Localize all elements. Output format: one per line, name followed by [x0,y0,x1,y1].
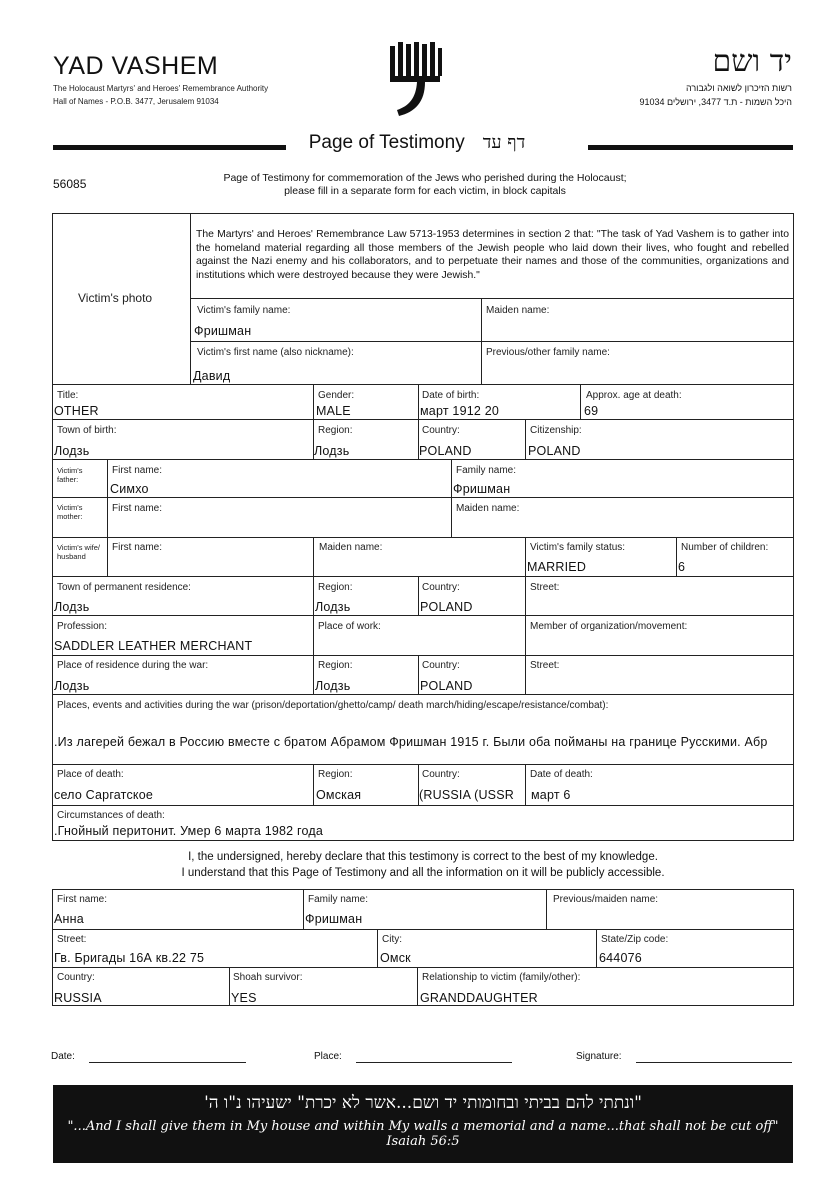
submitter-street-label: Street: [57,934,87,945]
form-title [0,132,834,154]
permanent-residence-field[interactable]: Лодзь [54,600,90,614]
yad-vashem-logo-icon [385,42,445,122]
submitter-first-name-label: First name: [57,894,108,905]
title-field[interactable]: OTHER [54,404,99,418]
submitter-city-field[interactable]: Омск [380,951,411,965]
intro-line-2: please fill in a separate form for each victim, in block capitals [284,185,566,197]
profession-label: Profession: [57,621,108,632]
war-events-label: Places, events and activities during the war (prison/deportation/ghetto/camp/ death march/hiding/escape/resistance/combat): [57,700,609,711]
declaration-line-2: I understand that this Page of Testimony and all the information on it will be publicly accessible. [181,867,665,879]
spouse-first-name-label: First name: [112,542,163,553]
submitter-previous-name-label: Previous/maiden name: [553,894,659,905]
relationship-field[interactable]: GRANDDAUGHTER [420,991,538,1005]
org-address: Hall of Names - P.O.B. 3477, Jerusalem 91034 [53,97,219,106]
org-name-hebrew: יד ושם [712,44,792,79]
date-line[interactable] [89,1062,246,1063]
age-at-death-label: Approx. age at death: [586,390,682,401]
residence-region-label: Region: [318,582,353,593]
number-of-children-label: Number of children: [681,542,769,553]
citizenship-label: Citizenship: [530,425,582,436]
signature-label: Signature: [576,1051,622,1062]
submitter-first-name-field[interactable]: Анна [54,912,84,926]
victims-mother-label: Victim's mother: [57,503,83,521]
residence-country-field[interactable]: POLAND [420,600,473,614]
quote-english: "...And I shall give them in My house and within My walls a memorial and a name...that shall not be cut off" Isaiah 56:5 [67,1119,779,1149]
date-label: Date: [51,1051,75,1062]
mother-first-name-label: First name: [112,503,163,514]
submitter-zip-field[interactable]: 644076 [599,951,642,965]
submitter-country-field[interactable]: RUSSIA [54,991,102,1005]
org-subtitle: The Holocaust Martyrs' and Heroes' Remembrance Authority [53,84,269,93]
gender-label: Gender: [318,390,355,401]
residence-country-label: Country: [422,582,460,593]
organization-label: Member of organization/movement: [530,621,688,632]
victim-photo-placeholder[interactable]: Victim's photo [78,291,153,305]
isaiah-quote-banner [53,1085,793,1163]
war-country-field[interactable]: POLAND [420,679,473,693]
submitter-zip-label: State/Zip code: [601,934,669,945]
war-residence-label: Place of residence during the war: [57,660,209,671]
war-events-field[interactable]: .Из лагерей бежал в Россию вместе с братом Абрамом Фришман 1915 г. Были оба пойманы на границе Русскими. Абр [54,735,768,749]
shoah-survivor-field[interactable]: YES [231,991,257,1005]
title-label: Title: [57,390,79,401]
place-label: Place: [314,1051,342,1062]
org-subtitle-hebrew: רשות הזיכרון לשואה ולגבורה [685,83,792,93]
father-first-name-label: First name: [112,465,163,476]
declaration-line-1: I, the undersigned, hereby declare that this testimony is correct to the best of my knowledge. [188,851,658,863]
birth-country-field[interactable]: POLAND [419,444,472,458]
profession-field[interactable]: SADDLER LEATHER MERCHANT [54,639,253,653]
father-first-name-field[interactable]: Симхо [110,482,149,496]
victims-father-label: Victim's father: [57,466,83,484]
circumstances-label: Circumstances of death: [57,810,165,821]
submitter-city-label: City: [382,934,402,945]
org-address-hebrew: היכל השמות - ת.ד 3477, ירושלים 91034 [639,97,792,107]
birth-region-label: Region: [318,425,353,436]
form-title-en: Page of Testimony [308,132,465,153]
submitter-family-name-field[interactable]: Фришман [305,912,363,926]
date-of-birth-field[interactable]: март 1912 20 [420,404,500,418]
gender-field[interactable]: MALE [316,404,351,418]
date-of-death-label: Date of death: [530,769,593,780]
intro-text [190,172,660,198]
war-residence-field[interactable]: Лодзь [54,679,90,693]
law-text: The Martyrs' and Heroes' Remembrance Law 5713-1953 determines in section 2 that: "The task of Yad Vashem is to gather into the homeland material regarding all those members of the Jewish people who laid down their lives, who fought and rebelled against the Nazi enemy and his collaborators, and to perpetuate their names and those of the communities, organizations and institutions which were destroyed because they were Jewish." [196,229,789,281]
death-region-label: Region: [318,769,353,780]
death-region-field[interactable]: Омская [316,788,362,802]
org-name: YAD VASHEM [53,52,219,80]
age-at-death-field[interactable]: 69 [584,404,599,418]
war-region-label: Region: [318,660,353,671]
signature-line[interactable] [636,1062,792,1063]
victim-family-name-label: Victim's family name: [197,305,291,316]
birth-country-label: Country: [422,425,460,436]
father-family-name-label: Family name: [456,465,517,476]
place-of-death-label: Place of death: [57,769,124,780]
father-family-name-field[interactable]: Фришман [453,482,511,496]
victim-previous-family-name-label: Previous/other family name: [486,347,610,358]
victim-first-name-field[interactable]: Давид [193,369,231,383]
number-of-children-field[interactable]: 6 [678,560,686,574]
circumstances-field[interactable]: .Гнойный перитонит. Умер 6 марта 1982 года [54,824,323,838]
victim-maiden-name-label: Maiden name: [486,305,550,316]
town-of-birth-label: Town of birth: [57,425,117,436]
declaration [53,849,793,881]
birth-region-field[interactable]: Лодзь [314,444,350,458]
family-status-label: Victim's family status: [530,542,626,553]
town-of-birth-field[interactable]: Лодзь [54,444,90,458]
form-title-he: דף עד [482,132,526,153]
relationship-label: Relationship to victim (family/other): [422,972,581,983]
mother-maiden-name-label: Maiden name: [456,503,520,514]
submitter-family-name-label: Family name: [308,894,369,905]
war-region-field[interactable]: Лодзь [315,679,351,693]
intro-line-1: Page of Testimony for commemoration of the Jews who perished during the Holocaust; [223,172,627,184]
war-country-label: Country: [422,660,460,671]
death-country-field[interactable]: (RUSSIA (USSR [419,788,514,802]
shoah-survivor-label: Shoah survivor: [233,972,303,983]
family-status-field[interactable]: MARRIED [527,560,587,574]
residence-region-field[interactable]: Лодзь [315,600,351,614]
victim-first-name-label: Victim's first name (also nickname): [197,347,354,358]
permanent-residence-label: Town of permanent residence: [57,582,191,593]
victim-family-name-field[interactable]: Фришман [194,324,252,338]
spouse-maiden-name-label: Maiden name: [319,542,383,553]
residence-street-label: Street: [530,582,560,593]
date-of-birth-label: Date of birth: [422,390,480,401]
date-of-death-field[interactable]: март 6 [531,788,571,802]
place-of-work-label: Place of work: [318,621,381,632]
citizenship-field[interactable]: POLAND [528,444,581,458]
place-of-death-field[interactable]: село Саргатское [54,788,154,802]
document-number: 56085 [53,177,87,191]
quote-hebrew: "ונתתי להם בביתי ובחומותי יד ושם...אשר לא יכרת" ישעיהו נ"ו ה' [204,1093,642,1113]
war-street-label: Street: [530,660,560,671]
submitter-country-label: Country: [57,972,95,983]
victims-spouse-label: Victim's wife/ husband [57,543,100,561]
place-line[interactable] [356,1062,512,1063]
death-country-label: Country: [422,769,460,780]
submitter-street-field[interactable]: Гв. Бригады 16А кв.22 75 [54,951,205,965]
